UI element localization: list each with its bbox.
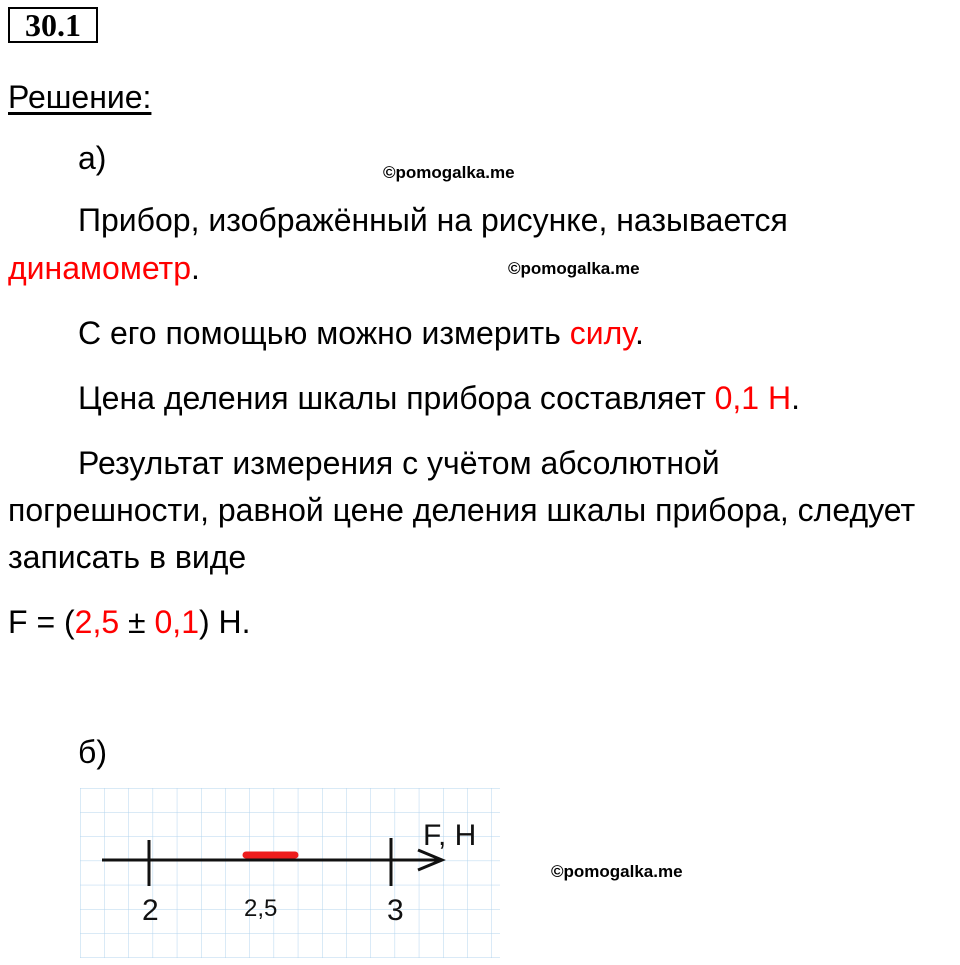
device-end: . — [191, 250, 200, 286]
grid-background — [80, 788, 500, 958]
device-text: Прибор, изображённый на рисунке, называется — [78, 202, 788, 238]
tick-label-3: 3 — [387, 894, 404, 927]
formula — [8, 602, 251, 642]
measure-value: силу — [569, 315, 636, 351]
tick-label-2-5: 2,5 — [244, 895, 278, 922]
problem-number: 30.1 — [25, 7, 81, 43]
tick-label-2: 2 — [142, 894, 159, 927]
formula-suffix: ) Н. — [198, 604, 251, 640]
solution-heading: Решение: — [8, 79, 152, 115]
formula-prefix: F = ( — [8, 604, 75, 640]
result-line-2: погрешности, равной цене деления шкалы прибора, следует — [8, 492, 916, 528]
problem-number-box — [8, 7, 98, 43]
division-text: Цена деления шкалы прибора составляет — [78, 380, 715, 416]
axis-label: F, Н — [423, 819, 477, 852]
formula-pm: ± — [119, 604, 155, 640]
watermark: ©pomogalka.me — [383, 163, 515, 182]
measure-sentence — [78, 313, 644, 353]
division-value: 0,1 Н — [714, 380, 792, 416]
watermark: ©pomogalka.me — [508, 259, 640, 278]
part-b-label: б) — [78, 734, 107, 770]
device-name: динамометр — [8, 250, 191, 286]
watermark: ©pomogalka.me — [551, 862, 683, 881]
device-sentence — [78, 200, 788, 240]
part-a-label: а) — [78, 140, 107, 176]
force-axis-diagram — [80, 788, 500, 958]
measure-text: С его помощью можно измерить — [78, 315, 570, 351]
result-line-3: записать в виде — [8, 539, 247, 575]
formula-value: 2,5 — [74, 604, 120, 640]
device-name-line — [8, 248, 200, 288]
result-line-1: Результат измерения с учётом абсолютной — [78, 445, 720, 481]
division-end: . — [791, 380, 800, 416]
division-sentence — [78, 378, 800, 418]
formula-error: 0,1 — [154, 604, 199, 640]
measure-end: . — [635, 315, 644, 351]
